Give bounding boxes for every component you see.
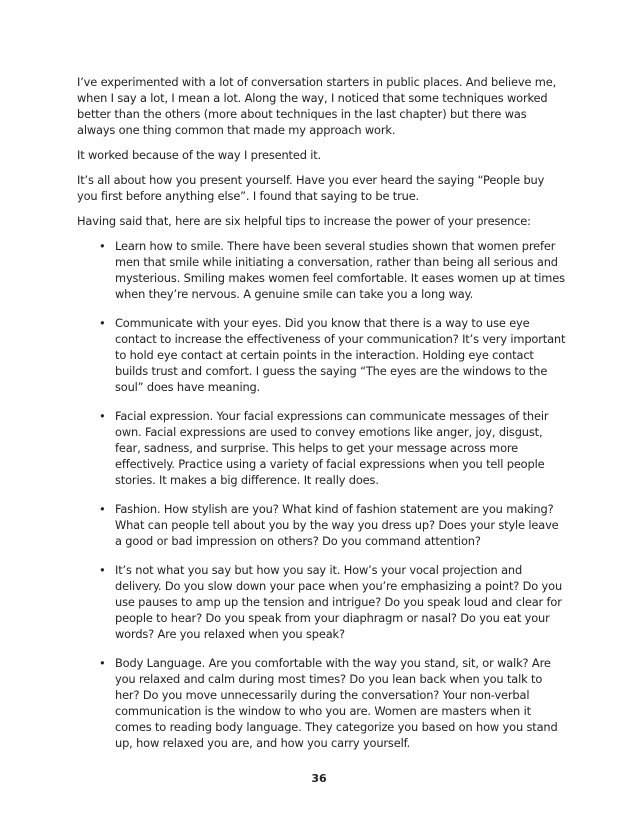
tips-list: [77, 238, 567, 751]
intro-paragraph: I’ve experimented with a lot of conversation starters in public places. And believe me, when I say a lot, I mean a lot. Along the way, I noticed that some techniques worked better than the others (more about techniques in the last chapter) but there was always one thing common that made my approach work.: [77, 75, 557, 137]
tip-text: Body Language. Are you comfortable with the way you stand, sit, or walk? Are you relaxed and calm during most times? Do you lean back when you talk to her? Do you move unnecessarily during the conversation? Your non-verbal communication is the window to who you are. Women are masters when it comes to reading body language. They categorize you based on how you stand up, how relaxed you are, and how you carry yourself.: [115, 656, 558, 750]
list-item: [77, 408, 567, 488]
page-body: [77, 74, 567, 764]
list-item: [77, 501, 567, 549]
list-item: [77, 315, 567, 395]
tip-text: Learn how to smile. There have been several studies shown that women prefer men that smile while initiating a conversation, rather than being all serious and mysterious. Smiling makes women feel comfortable. It eases women up at times when they’re nervous. A genuine smile can take you a long way.: [115, 239, 565, 301]
page-number: 36: [311, 772, 327, 785]
list-item: [77, 238, 567, 302]
bullet-icon: •: [99, 563, 106, 577]
bullet-icon: •: [99, 502, 106, 516]
tip-text: Facial expression. Your facial expressions can communicate messages of their own. Facial expressions are used to convey emotions like anger, joy, disgust, fear, sadness, and surprise. This helps to get your message across more effectively. Practice using a variety of facial expressions when you tell people stories. It makes a big difference. It really does.: [115, 409, 549, 487]
bullet-icon: •: [99, 316, 106, 330]
bullet-icon: •: [99, 239, 106, 253]
bullet-icon: •: [99, 409, 106, 423]
bullet-icon: •: [99, 656, 106, 670]
saying-paragraph: It’s all about how you present yourself. Have you ever heard the saying “People buy you first before anything else”. I found that saying to be true.: [77, 173, 545, 203]
tip-text: It’s not what you say but how you say it. How’s your vocal projection and delivery. Do you slow down your pace when you’re emphasizing a point? Do you use pauses to amp up the tension and intrigue? Do you speak loud and clear for people to hear? Do you speak from your diaphragm or nasal? Do you eat your words? Are you relaxed when you speak?: [115, 563, 563, 641]
presentation-paragraph: It worked because of the way I presented it.: [77, 148, 322, 162]
list-item: [77, 655, 567, 751]
tips-intro-paragraph: Having said that, here are six helpful tips to increase the power of your presence:: [77, 214, 531, 228]
tip-text: Communicate with your eyes. Did you know that there is a way to use eye contact to increase the effectiveness of your communication? It’s very important to hold eye contact at certain points in the interaction. Holding eye contact builds trust and comfort. I guess the saying “The eyes are the windows to the soul” does have meaning.: [115, 316, 566, 394]
list-item: [77, 562, 567, 642]
tip-text: Fashion. How stylish are you? What kind of fashion statement are you making? What can people tell about you by the way you dress up? Does your style leave a good or bad impression on others? Do you command attention?: [115, 502, 559, 548]
